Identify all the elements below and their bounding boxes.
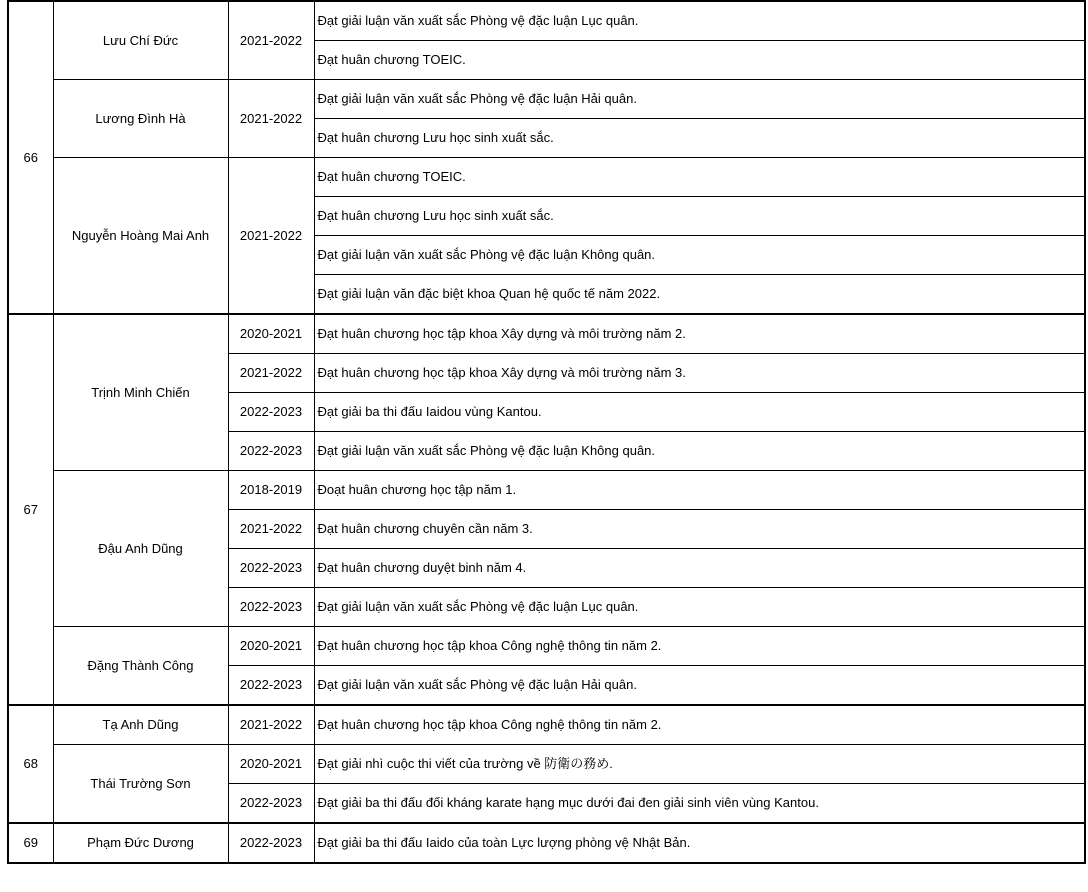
person-name: Trịnh Minh Chiến: [53, 314, 228, 471]
stt-cell: 67: [8, 314, 53, 705]
person-name: Phạm Đức Dương: [53, 823, 228, 863]
stt-cell: 66: [8, 1, 53, 314]
award-cell: Đạt giải luận văn xuất sắc Phòng vệ đặc luận Lục quân.: [314, 1, 1085, 41]
year-cell: 2021-2022: [228, 705, 314, 745]
award-cell: Đạt giải luận văn xuất sắc Phòng vệ đặc luận Hải quân.: [314, 80, 1085, 119]
award-cell: Đạt giải ba thi đấu Iaidou vùng Kantou.: [314, 393, 1085, 432]
award-cell: Đạt huân chương duyệt binh năm 4.: [314, 549, 1085, 588]
person-name: Tạ Anh Dũng: [53, 705, 228, 745]
person-name: Lương Đình Hà: [53, 80, 228, 158]
table-row: [8, 158, 1085, 197]
table-row: [8, 471, 1085, 510]
award-cell: Đạt huân chương TOEIC.: [314, 158, 1085, 197]
table-row: [8, 80, 1085, 119]
award-cell: Đạt giải luận văn xuất sắc Phòng vệ đặc luận Hải quân.: [314, 666, 1085, 706]
table-row: [8, 1, 1085, 41]
year-cell: 2021-2022: [228, 354, 314, 393]
year-cell: 2022-2023: [228, 823, 314, 863]
award-cell: Đạt giải nhì cuộc thi viết của trường về 防衛の務め.: [314, 745, 1085, 784]
table-row: [8, 705, 1085, 745]
table-row: [8, 627, 1085, 666]
person-name: Lưu Chí Đức: [53, 1, 228, 80]
award-cell: Đạt huân chương học tập khoa Công nghệ thông tin năm 2.: [314, 705, 1085, 745]
award-cell: Đạt huân chương học tập khoa Xây dựng và môi trường năm 3.: [314, 354, 1085, 393]
award-cell: Đạt giải ba thi đấu Iaido của toàn Lực lượng phòng vệ Nhật Bản.: [314, 823, 1085, 863]
award-cell: Đạt huân chương học tập khoa Xây dựng và môi trường năm 2.: [314, 314, 1085, 354]
year-cell: 2021-2022: [228, 1, 314, 80]
year-cell: 2022-2023: [228, 549, 314, 588]
person-name: Đậu Anh Dũng: [53, 471, 228, 627]
year-cell: 2020-2021: [228, 314, 314, 354]
award-cell: Đạt giải ba thi đấu đối kháng karate hạng mục dưới đai đen giải sinh viên vùng Kantou.: [314, 784, 1085, 824]
table-row: [8, 314, 1085, 354]
award-cell: Đạt giải luận văn đặc biệt khoa Quan hệ quốc tế năm 2022.: [314, 275, 1085, 315]
award-cell: Đạt huân chương TOEIC.: [314, 41, 1085, 80]
stt-cell: 69: [8, 823, 53, 863]
achievements-table: [7, 0, 1086, 864]
year-cell: 2022-2023: [228, 784, 314, 824]
year-cell: 2021-2022: [228, 158, 314, 315]
year-cell: 2020-2021: [228, 745, 314, 784]
year-cell: 2022-2023: [228, 432, 314, 471]
award-cell: Đạt giải luận văn xuất sắc Phòng vệ đặc luận Lục quân.: [314, 588, 1085, 627]
table-row: [8, 745, 1085, 784]
year-cell: 2021-2022: [228, 510, 314, 549]
award-cell: Đạt huân chương Lưu học sinh xuất sắc.: [314, 197, 1085, 236]
award-cell: Đạt huân chương Lưu học sinh xuất sắc.: [314, 119, 1085, 158]
award-cell: Đoạt huân chương học tập năm 1.: [314, 471, 1085, 510]
award-cell: Đạt huân chương học tập khoa Công nghệ thông tin năm 2.: [314, 627, 1085, 666]
award-cell: Đạt huân chương chuyên cần năm 3.: [314, 510, 1085, 549]
year-cell: 2021-2022: [228, 80, 314, 158]
year-cell: 2022-2023: [228, 588, 314, 627]
award-cell: Đạt giải luận văn xuất sắc Phòng vệ đặc luận Không quân.: [314, 236, 1085, 275]
year-cell: 2022-2023: [228, 393, 314, 432]
award-cell: Đạt giải luận văn xuất sắc Phòng vệ đặc luận Không quân.: [314, 432, 1085, 471]
year-cell: 2020-2021: [228, 627, 314, 666]
person-name: Đặng Thành Công: [53, 627, 228, 706]
year-cell: 2018-2019: [228, 471, 314, 510]
person-name: Thái Trường Sơn: [53, 745, 228, 824]
table-row: [8, 823, 1085, 863]
person-name: Nguyễn Hoàng Mai Anh: [53, 158, 228, 315]
stt-cell: 68: [8, 705, 53, 823]
year-cell: 2022-2023: [228, 666, 314, 706]
